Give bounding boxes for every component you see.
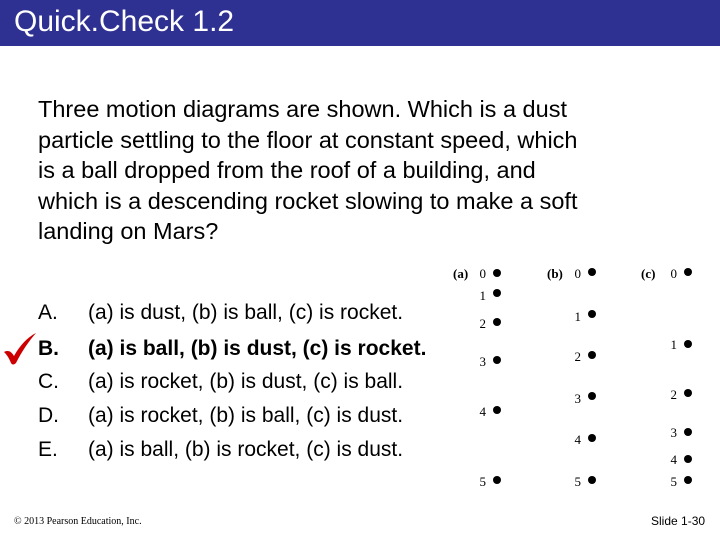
motion-diagram-a — [453, 266, 501, 489]
choice-text: (a) is dust, (b) is ball, (c) is rocket. — [88, 301, 404, 324]
dot-number: 4 — [670, 452, 677, 467]
motion-dot — [493, 406, 501, 414]
choice-letter: A. — [38, 301, 58, 324]
motion-dot — [588, 434, 596, 442]
diagram-label: (c) — [641, 266, 656, 281]
dot-number: 4 — [479, 404, 486, 419]
slide-title: Quick.Check 1.2 — [14, 5, 235, 38]
motion-dot — [588, 392, 596, 400]
dot-number: 4 — [574, 432, 581, 447]
checkmark-icon — [2, 332, 38, 366]
choice-text: (a) is ball, (b) is dust, (c) is rocket. — [88, 337, 427, 360]
motion-dot — [588, 268, 596, 276]
motion-diagram-c — [641, 266, 692, 489]
motion-dot — [684, 389, 692, 397]
motion-dot — [684, 455, 692, 463]
choice-letter: C. — [38, 370, 59, 393]
motion-dot — [493, 476, 501, 484]
motion-dot — [684, 476, 692, 484]
choice-text: (a) is ball, (b) is rocket, (c) is dust. — [88, 438, 404, 461]
motion-dot — [684, 268, 692, 276]
dot-number: 2 — [670, 387, 677, 402]
title-bar — [0, 0, 720, 46]
motion-diagram-b — [547, 266, 596, 489]
dot-number: 2 — [574, 349, 581, 364]
dot-number: 0 — [574, 266, 581, 281]
motion-dot — [493, 269, 501, 277]
choice-letter: E. — [38, 438, 58, 461]
dot-number: 1 — [479, 288, 486, 303]
question-line: which is a descending rocket slowing to make a soft — [38, 187, 578, 214]
diagram-label: (b) — [547, 266, 563, 281]
question-line: is a ball dropped from the roof of a building, and — [38, 157, 536, 183]
motion-diagrams — [440, 258, 700, 494]
slide-number: Slide 1-30 — [651, 514, 706, 528]
question-line: Three motion diagrams are shown. Which is a dust — [38, 96, 567, 122]
dot-number: 3 — [574, 391, 581, 406]
motion-dot — [493, 318, 501, 326]
motion-dot — [588, 351, 596, 359]
dot-number: 5 — [479, 474, 486, 489]
dot-number: 3 — [670, 425, 677, 440]
dot-number: 0 — [479, 266, 486, 281]
copyright-notice: © 2013 Pearson Education, Inc. — [14, 516, 142, 527]
choice-letter: B. — [38, 337, 59, 360]
dot-number: 1 — [574, 309, 581, 324]
choice-text: (a) is rocket, (b) is dust, (c) is ball. — [88, 370, 404, 393]
dot-number: 1 — [670, 337, 677, 352]
question-line: particle settling to the floor at constant speed, which — [38, 126, 578, 153]
question-text — [38, 94, 678, 247]
dot-number: 2 — [479, 316, 486, 331]
question-line: landing on Mars? — [38, 218, 219, 244]
motion-dot — [684, 428, 692, 436]
choice-letter: D. — [38, 404, 59, 427]
diagram-label: (a) — [453, 266, 469, 281]
motion-dot — [588, 476, 596, 484]
dot-number: 5 — [670, 474, 677, 489]
motion-dot — [493, 356, 501, 364]
dot-number: 3 — [479, 354, 486, 369]
dot-number: 0 — [670, 266, 677, 281]
motion-dot — [588, 310, 596, 318]
motion-dot — [684, 340, 692, 348]
choice-text: (a) is rocket, (b) is ball, (c) is dust. — [88, 404, 404, 427]
dot-number: 5 — [574, 474, 581, 489]
motion-dot — [493, 289, 501, 297]
